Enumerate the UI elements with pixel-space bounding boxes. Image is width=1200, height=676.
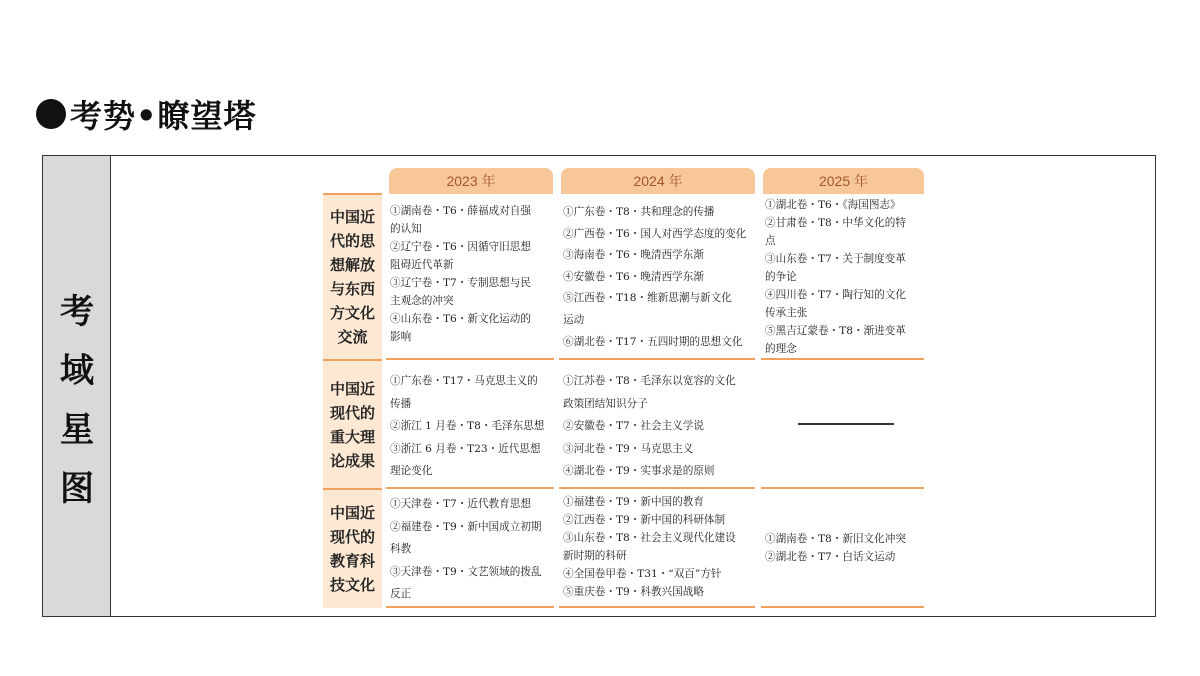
- row-label-line: 教育科: [329, 552, 375, 570]
- sidebar-panel: [43, 156, 111, 616]
- cell-line: ①天津卷・T7・近代教育思想: [390, 498, 531, 510]
- row-label-line: 技文化: [329, 576, 375, 594]
- cell-row3-2023: [386, 491, 554, 608]
- cell-line: ③辽宁卷・T7・专制思想与民: [390, 277, 531, 289]
- cell-row3-2024: [559, 491, 755, 608]
- row-label-line: 方文化: [329, 304, 375, 322]
- cell-line: ④湖北卷・T9・实事求是的原则: [563, 465, 715, 478]
- cell-line: 的争论: [765, 271, 797, 283]
- cell-line: ①湖南卷・T6・薛福成对自强: [390, 205, 531, 217]
- cell-line: ⑤江西卷・T18・维新思潮与新文化: [563, 292, 732, 305]
- cell-line: 科教: [390, 543, 412, 556]
- cell-row2-2023: [386, 368, 554, 489]
- cell-line: 反正: [390, 588, 412, 601]
- cell-line: 传承主张: [765, 307, 808, 319]
- row-label-line: 想解放: [329, 256, 375, 274]
- cell-line: ③山东卷・T8・社会主义现代化建设: [563, 532, 736, 544]
- row-label-line: 代的思: [329, 232, 375, 250]
- row-label-theory-achievements: [323, 359, 382, 488]
- cell-line: ⑤重庆卷・T9・科教兴国战略: [563, 586, 704, 598]
- cell-line: 的理念: [765, 343, 797, 355]
- cell-row3-2025: [761, 528, 924, 608]
- cell-line: ③河北卷・T9・马克思主义: [563, 442, 694, 455]
- row-label-line: 中国近: [329, 208, 375, 226]
- cell-line: 的认知: [390, 223, 422, 235]
- cell-line: 运动: [563, 313, 585, 326]
- cell-line: ②广西卷・T6・国人对西学态度的变化: [563, 227, 747, 240]
- cell-line: 阻碍近代革新: [390, 259, 454, 271]
- row-label-line: 现代的: [329, 528, 375, 546]
- cell-line: ①江苏卷・T8・毛泽东以宽容的文化: [563, 375, 736, 387]
- year-header-2025: 2025 年: [763, 168, 924, 194]
- cell-line: 政策团结知识分子: [563, 397, 648, 410]
- cell-line: 理论变化: [390, 465, 433, 478]
- cell-line: 新时期的科研: [563, 550, 627, 562]
- cell-line: 点: [765, 235, 776, 247]
- cell-line: ①湖北卷・T6・《海国图志》: [765, 199, 901, 211]
- cell-line: ③浙江 6 月卷・T23・近代思想: [390, 442, 541, 455]
- cell-line: ③海南卷・T6・晚清西学东渐: [563, 249, 704, 262]
- year-header-2023: 2023 年: [389, 168, 553, 194]
- row-label-line: 中国近: [329, 504, 375, 522]
- row-label-thought-liberation: [323, 193, 382, 359]
- cell-line: ②辽宁卷・T6・因循守旧思想: [390, 241, 531, 253]
- cell-line: 传播: [390, 397, 412, 410]
- row-label-line: 交流: [337, 328, 368, 346]
- cell-row1-2024: [559, 200, 755, 360]
- bullet-dot-icon: [36, 99, 66, 129]
- sidebar-char: 星: [60, 410, 94, 450]
- cell-line: ⑤黑吉辽蒙卷・T8・渐进变革: [765, 325, 906, 337]
- cell-line: ①湖南卷・T8・新旧文化冲突: [765, 533, 906, 545]
- cell-line: ④四川卷・T7・陶行知的文化: [765, 289, 906, 301]
- cell-line: ②浙江 1 月卷・T8・毛泽东思想: [390, 420, 545, 433]
- section-title: 考势•瞭望塔: [70, 97, 257, 135]
- cell-line: ①广东卷・T17・马克思主义的: [390, 375, 538, 387]
- cell-line: ③天津卷・T9・文艺领域的拨乱: [390, 565, 542, 578]
- year-header-2024: 2024 年: [561, 168, 755, 194]
- cell-line: ④山东卷・T6・新文化运动的: [390, 313, 531, 325]
- cell-line: ④全国卷甲卷・T31・“双百”方针: [563, 568, 722, 580]
- sidebar-char: 考: [60, 292, 94, 332]
- cell-line: 主观念的冲突: [390, 295, 454, 307]
- row-label-line: 重大理: [329, 427, 375, 446]
- cell-line: ②江西卷・T9・新中国的科研体制: [563, 514, 726, 526]
- row-label-line: 中国近: [329, 379, 375, 398]
- cell-line: ②甘肃卷・T8・中华文化的特: [765, 217, 906, 229]
- cell-row1-2025: [761, 194, 924, 360]
- cell-line: 影响: [390, 331, 412, 343]
- cell-line: ①福建卷・T9・新中国的教育: [563, 496, 704, 508]
- cell-line: ①广东卷・T8・共和理念的传播: [563, 206, 715, 218]
- cell-line: ⑥湖北卷・T17・五四时期的思想文化: [563, 335, 743, 348]
- cell-row1-2023: [386, 200, 554, 360]
- cell-row2-2024: [559, 368, 755, 489]
- row-label-line: 与东西: [329, 280, 375, 298]
- row-label-line: 现代的: [329, 403, 375, 422]
- cell-line: ②福建卷・T9・新中国成立初期: [390, 520, 542, 533]
- empty-dash: [798, 423, 894, 425]
- cell-line: ③山东卷・T7・关于制度变革: [765, 253, 906, 265]
- cell-line: ②湖北卷・T7・白话文运动: [765, 551, 896, 563]
- cell-line: ④安徽卷・T6・晚清西学东渐: [563, 270, 704, 283]
- row-label-education-tech: [323, 488, 382, 608]
- section-heading: [36, 92, 256, 136]
- row-label-line: 论成果: [329, 451, 375, 470]
- sidebar-char: 图: [60, 469, 94, 509]
- sidebar-char: 域: [60, 351, 94, 391]
- cell-line: ②安徽卷・T7・社会主义学说: [563, 420, 704, 433]
